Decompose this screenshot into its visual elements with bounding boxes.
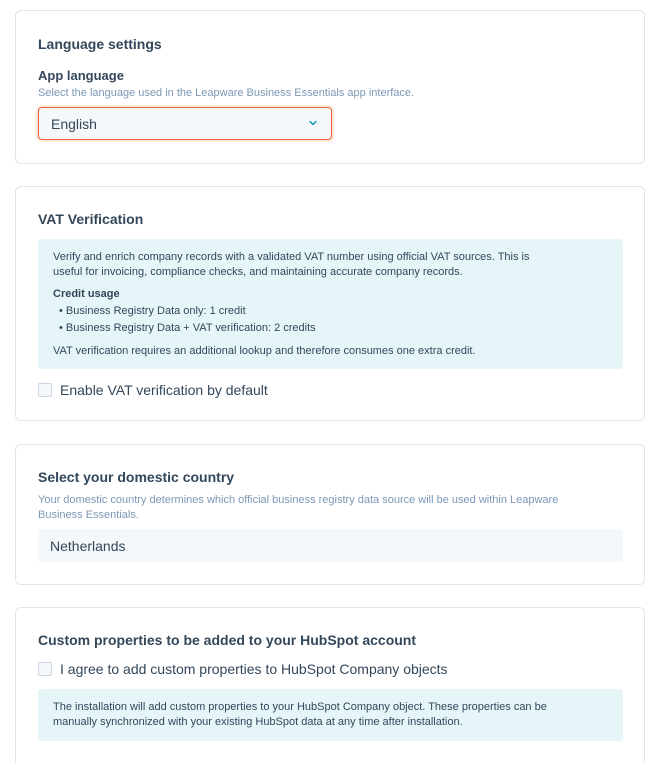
app-language-selected-value: English: [51, 116, 97, 132]
vat-verification-card: [15, 186, 645, 421]
vat-verification-title: VAT Verification: [38, 211, 144, 227]
domestic-country-value: Netherlands: [50, 538, 126, 554]
agree-custom-properties-checkbox[interactable]: [38, 662, 52, 676]
domestic-country-help-line-2: Business Essentials.: [38, 509, 139, 521]
chevron-down-icon: [307, 117, 319, 129]
domestic-country-title: Select your domestic country: [38, 469, 235, 485]
vat-info-box: [38, 239, 623, 369]
custom-properties-info-box: [38, 689, 623, 741]
credit-usage-item: • Business Registry Data + VAT verification: 2 credits: [59, 322, 316, 334]
app-language-label: App language: [38, 68, 124, 83]
custom-properties-title: Custom properties to be added to your HubSpot account: [38, 632, 417, 648]
app-language-help: Select the language used in the Leapware Business Essentials app interface.: [38, 87, 415, 99]
language-settings-card: [15, 10, 645, 164]
vat-info-line-2: useful for invoicing, compliance checks, and maintaining accurate company records.: [53, 266, 463, 278]
vat-note: VAT verification requires an additional lookup and therefore consumes one extra credit.: [53, 345, 476, 357]
agree-custom-properties-label[interactable]: I agree to add custom properties to HubSpot Company objects: [60, 661, 448, 677]
domestic-country-card: [15, 444, 645, 585]
credit-usage-item-text: Business Registry Data only: 1 credit: [65, 305, 246, 317]
domestic-country-help-line-1: Your domestic country determines which official business registry data source will be used within Leapware: [38, 494, 559, 506]
enable-vat-checkbox-label[interactable]: Enable VAT verification by default: [60, 382, 268, 398]
custom-info-line-2: manually synchronized with your existing HubSpot data at any time after installation.: [53, 716, 463, 728]
app-language-select[interactable]: [38, 107, 332, 140]
credit-usage-item: • Business Registry Data only: 1 credit: [59, 305, 246, 317]
enable-vat-checkbox[interactable]: [38, 383, 52, 397]
vat-info-line-1: Verify and enrich company records with a validated VAT number using official VAT sources. This is: [53, 251, 530, 263]
custom-properties-card: [15, 607, 645, 763]
custom-info-line-1: The installation will add custom properties to your HubSpot Company object. These properties can be: [53, 701, 547, 713]
credit-usage-item-text: Business Registry Data + VAT verification: 2 credits: [65, 322, 316, 334]
domestic-country-field[interactable]: [38, 529, 623, 562]
language-settings-title: Language settings: [38, 36, 162, 52]
credit-usage-title: Credit usage: [53, 288, 120, 300]
